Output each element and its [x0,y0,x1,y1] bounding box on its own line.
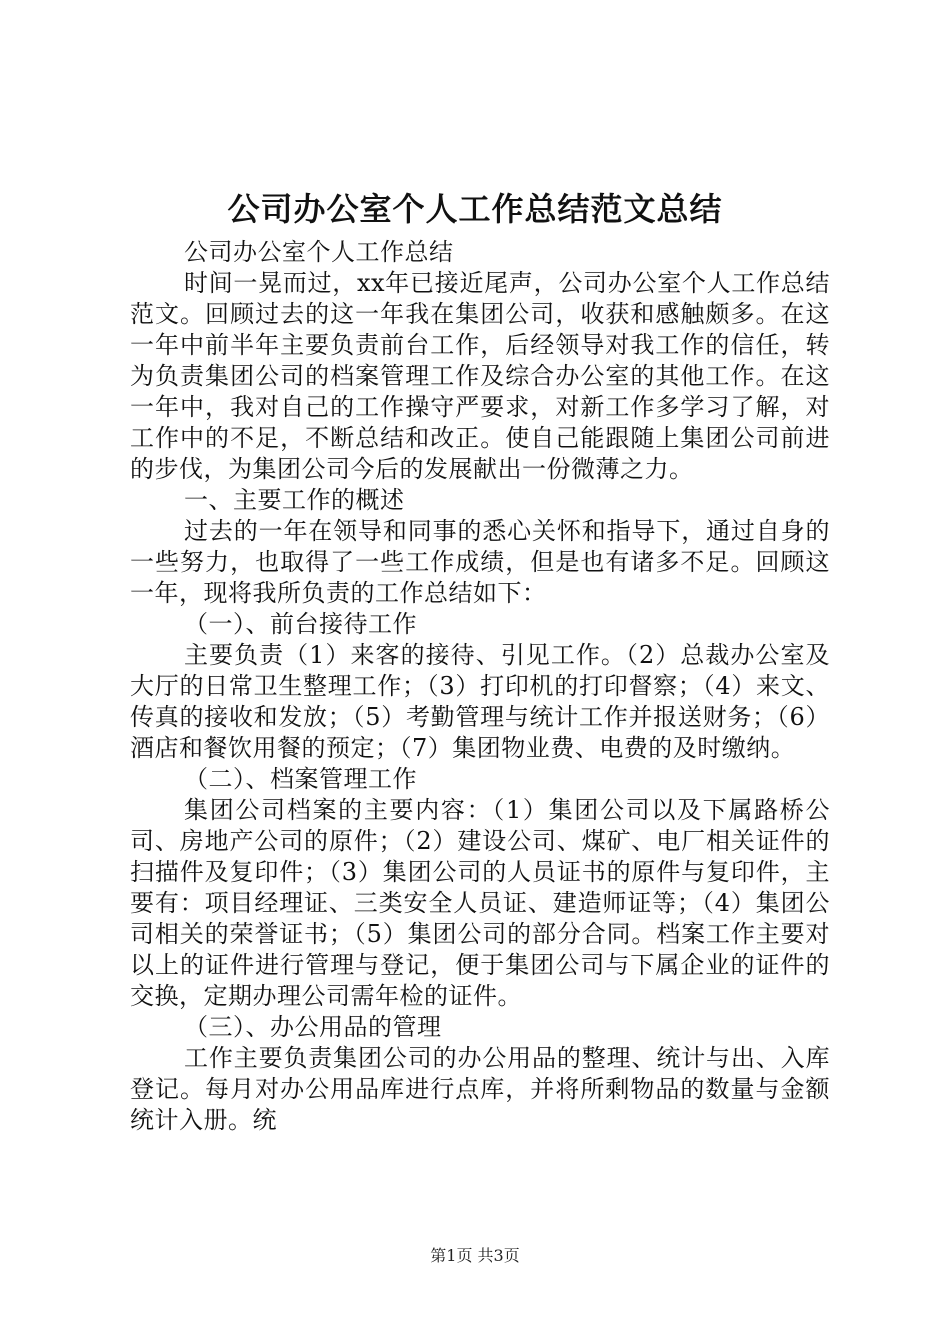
paragraph-heading: 公司办公室个人工作总结 [184,238,454,266]
document-title: 公司办公室个人工作总结范文总结 [227,190,723,228]
paragraph-overview: 过去的一年在领导和同事的悉心关怀和指导下，通过自身的一些努力，也取得了一些工作成绩，但是也有诸多不足。回顾这一年，现将我所负责的工作总结如下： [130,517,830,607]
document-body [130,237,830,1136]
subsection-heading-reception: （一）、前台接待工作 [184,610,417,638]
paragraph-intro: 时间一晃而过，xx年已接近尾声，公司办公室个人工作总结范文。回顾过去的这一年我在集团公司，收获和感触颇多。在这一年中前半年主要负责前台工作，后经领导对我工作的信任，转为负责集团公司的档案管理工作及综合办公室的其他工作。在这一年中，我对自己的工作操守严要求，对新工作多学习了解，对工作中的不足，不断总结和改正。使自己能跟随上集团公司前进的步伐，为集团公司今后的发展献出一份微薄之力。 [130,269,830,483]
paragraph-reception: 主要负责（1）来客的接待、引见工作。（2）总裁办公室及大厅的日常卫生整理工作；（3）打印机的打印督察；（4）来文、传真的接收和发放；（5）考勤管理与统计工作并报送财务；（6）酒店和餐饮用餐的预定；（7）集团物业费、电费的及时缴纳。 [130,641,830,762]
subsection-heading-supplies: （三）、办公用品的管理 [184,1013,442,1041]
section-heading-overview: 一、主要工作的概述 [184,486,405,514]
subsection-heading-archive: （二）、档案管理工作 [184,765,417,793]
paragraph-supplies: 工作主要负责集团公司的办公用品的整理、统计与出、入库登记。每月对办公用品库进行点库，并将所剩物品的数量与金额统计入册。统 [130,1044,830,1134]
page-number-footer: 第1页 共3页 [430,1246,520,1265]
paragraph-archive: 集团公司档案的主要内容：（1）集团公司以及下属路桥公司、房地产公司的原件；（2）建设公司、煤矿、电厂相关证件的扫描件及复印件；（3）集团公司的人员证书的原件与复印件，主要有：项目经理证、三类安全人员证、建造师证等；（4）集团公司相关的荣誉证书；（5）集团公司的部分合同。档案工作主要对以上的证件进行管理与登记，便于集团公司与下属企业的证件的交换，定期办理公司需年检的证件。 [130,796,830,1010]
